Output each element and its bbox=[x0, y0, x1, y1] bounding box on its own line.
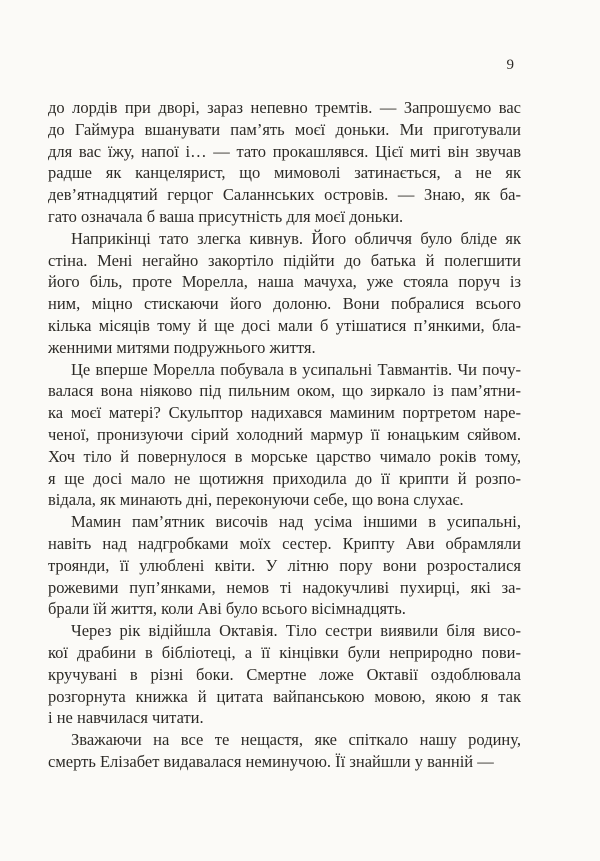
text-line: Зважаючи на все те нещастя, яке спіткало нашу родину, bbox=[71, 730, 521, 750]
text-line: дев’ятнадцятий герцог Саланнських островів. — Знаю, як ба- bbox=[48, 185, 521, 205]
paragraph bbox=[48, 729, 521, 773]
paragraph bbox=[48, 228, 521, 359]
text-line: ченої, пронизуючи сірий холодний мармур її юнацьким сяйвом. bbox=[48, 424, 521, 444]
text-line: я ще досі мало не щотижня приходила до її крипти й розпо- bbox=[48, 468, 521, 488]
text-line: кручувані в різні боки. Смертне ложе Октавії оздоблювала bbox=[48, 664, 521, 684]
text-line: кілька місяців тому й ще досі мали б утішатися п’янкими, бла- bbox=[48, 315, 521, 335]
text-line: валася вона ніяково під пильним оком, що зиркало із пам’ятни- bbox=[48, 381, 521, 401]
text-line: брали їй життя, коли Аві було всього вісімнадцять. bbox=[48, 599, 406, 619]
paragraph bbox=[48, 620, 521, 729]
page-text bbox=[48, 97, 521, 773]
text-line: ка моєї матері? Скульптор надихався маминим портретом наре- bbox=[48, 403, 521, 423]
text-line: стіна. Мені негайно закортіло підійти до батька й полегшити bbox=[48, 250, 521, 270]
text-line: Мамин пам’ятник височів над усіма іншими в усипальні, bbox=[71, 512, 521, 532]
text-line: для вас їжу, напої і… — тато прокашлявся. Цієї миті він звучав bbox=[48, 141, 521, 161]
text-line: смерть Елізабет видавалася неминучою. Її знайшли у ванній — bbox=[48, 751, 494, 771]
paragraph bbox=[48, 97, 521, 228]
text-line: троянди, її улюблені квіти. У літню пору вони розросталися bbox=[48, 555, 521, 575]
paragraph bbox=[48, 359, 521, 512]
text-line: до лордів при дворі, зараз непевно тремтів. — Запрошуємо вас bbox=[48, 98, 521, 117]
text-line: гато означала б ваша присутність для моєї доньки. bbox=[48, 206, 404, 226]
text-line: навіть над надгробками моїх сестер. Крипту Ави обрамляли bbox=[48, 533, 521, 553]
text-line: Це вперше Морелла побувала в усипальні Тавмантів. Чи почу- bbox=[71, 359, 521, 379]
text-line: женними митями подружнього життя. bbox=[48, 337, 316, 357]
text-line: Через рік відійшла Октавія. Тіло сестри виявили біля висо- bbox=[71, 621, 521, 641]
text-line: кої драбини в бібліотеці, а її кінцівки були неприродно пови- bbox=[48, 642, 521, 662]
text-line: розгорнута книжка й цитата вайпанською мовою, якою я так bbox=[48, 686, 521, 706]
text-line: його біль, проте Морелла, наша мачуха, уже стояла поруч із bbox=[48, 272, 521, 292]
text-line: до Гаймура вшанувати пам’ять моєї доньки. Ми приготували bbox=[48, 119, 521, 139]
text-line: Хоч тіло й повернулося в морське царство чимало років тому, bbox=[48, 446, 521, 466]
page-number: 9 bbox=[506, 57, 514, 73]
text-line: Наприкінці тато злегка кивнув. Його обличчя було бліде як bbox=[71, 228, 521, 248]
text-line: відала, як минають дні, переконуючи себе, що вона слухає. bbox=[48, 490, 464, 510]
text-line: ним, міцно стискаючи його долоню. Вони побралися всього bbox=[48, 294, 521, 314]
text-line: радше як канцелярист, що мимоволі затинається, а не як bbox=[48, 163, 521, 183]
paragraph bbox=[48, 511, 521, 620]
text-line: і не навчилася читати. bbox=[48, 708, 204, 728]
text-line: рожевими пуп’янками, немов ті надокучливі пухирці, які за- bbox=[48, 577, 521, 597]
